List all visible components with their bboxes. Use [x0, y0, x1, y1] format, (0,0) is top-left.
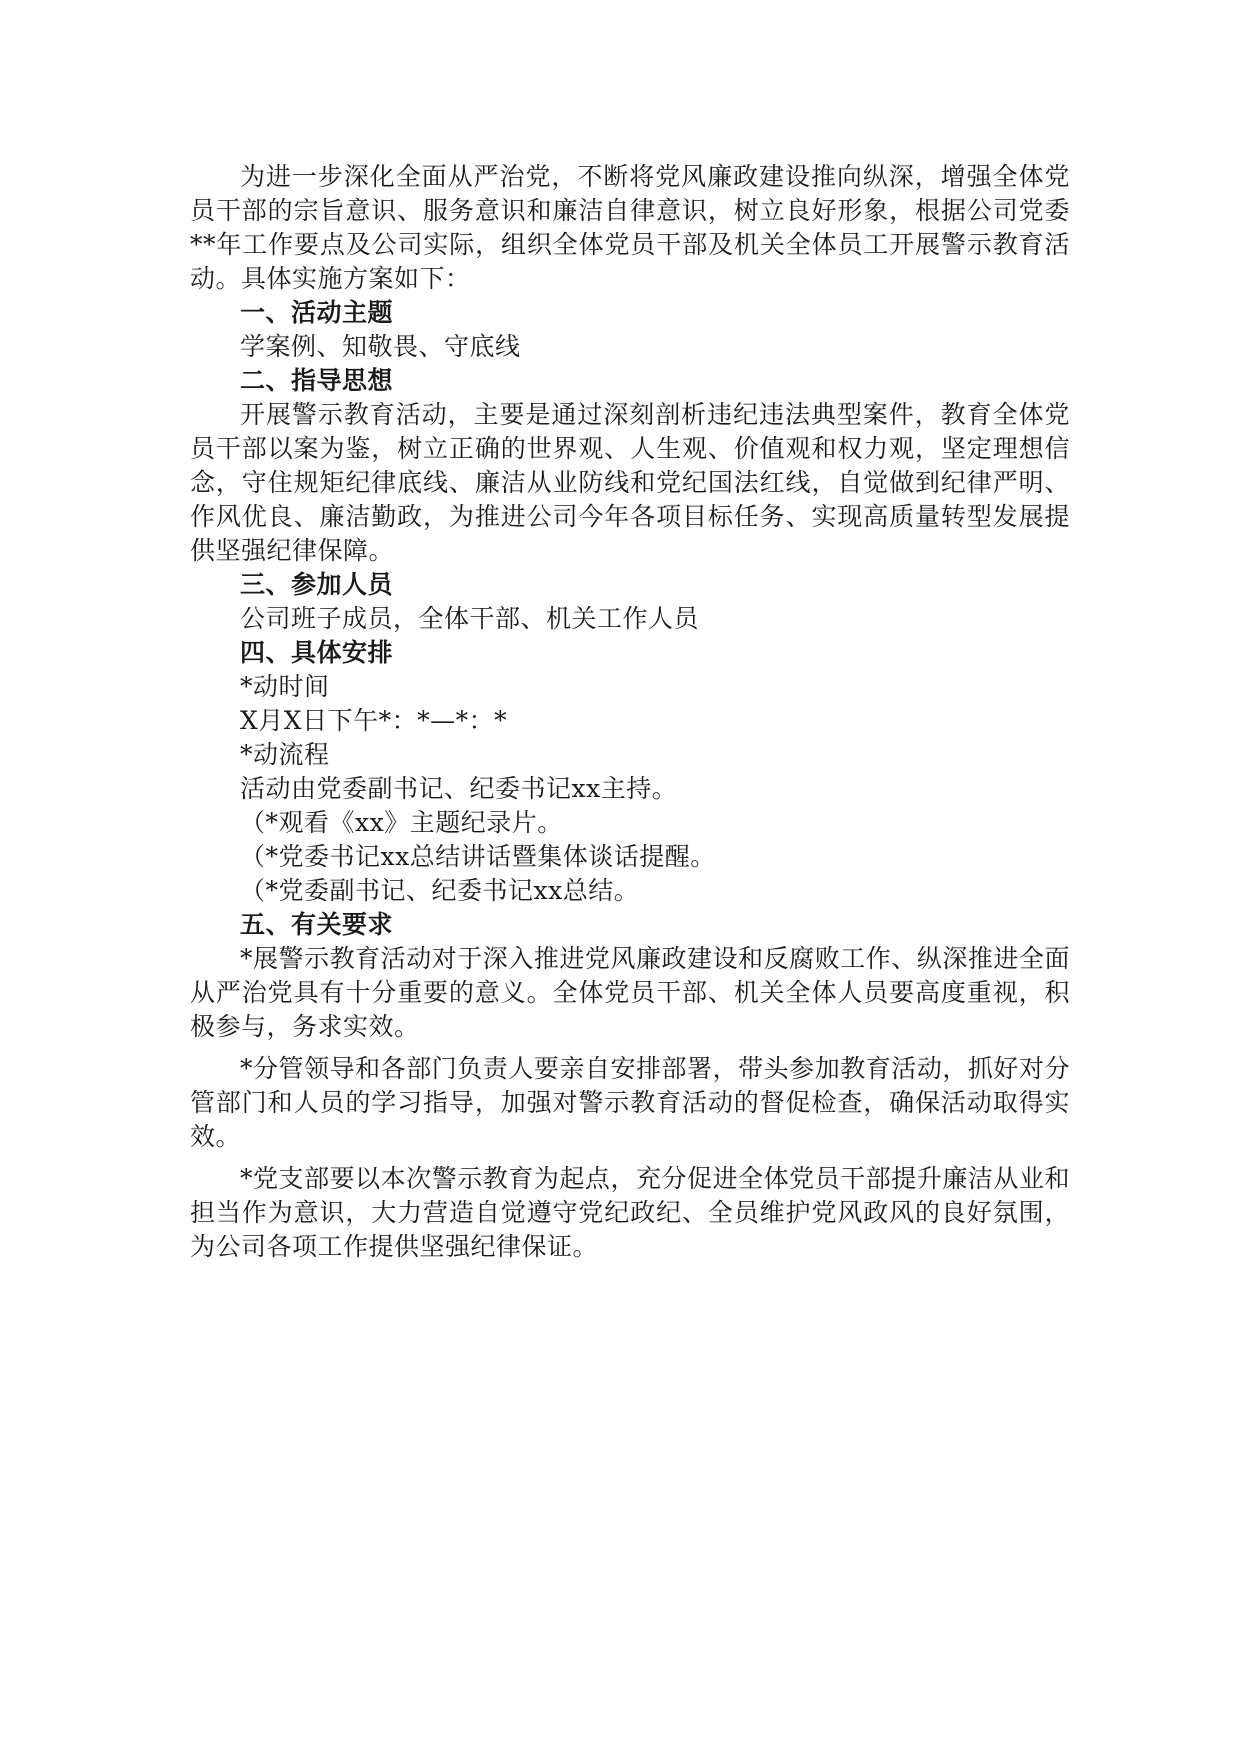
section-text-participants: 公司班子成员，全体干部、机关工作人员: [240, 604, 700, 633]
arrangement-line: *动流程: [240, 740, 330, 769]
arrangement-line: （*党委书记xx总结讲话暨集体谈话提醒。: [240, 842, 716, 871]
arrangement-line: X月X日下午*：*—*：*: [240, 706, 508, 735]
section-heading-requirements: 五、有关要求: [240, 910, 394, 939]
document-body: [190, 160, 1070, 1264]
section-heading-participants: 三、参加人员: [240, 570, 394, 599]
section-text-guiding-idea: 开展警示教育活动，主要是通过深刻剖析违纪违法典型案件，教育全体党员干部以案为鉴，树立正确的世界观、人生观、价值观和权力观，坚定理想信念，守住规矩纪律底线、廉洁从业防线和党纪国法红线，自觉做到纪律严明、作风优良、廉洁勤政，为推进公司今年各项目标任务、实现高质量转型发展提供坚强纪律保障。: [190, 400, 1070, 565]
arrangement-line: （*党委副书记、纪委书记xx总结。: [240, 876, 640, 905]
section-heading-theme: 一、活动主题: [240, 298, 394, 327]
requirement-paragraph: *党支部要以本次警示教育为起点，充分促进全体党员干部提升廉洁从业和担当作为意识，大力营造自觉遵守党纪政纪、全员维护党风政风的良好氛围，为公司各项工作提供坚强纪律保证。: [190, 1164, 1070, 1261]
requirement-paragraph: *展警示教育活动对于深入推进党风廉政建设和反腐败工作、纵深推进全面从严治党具有十分重要的意义。全体党员干部、机关全体人员要高度重视，积极参与，务求实效。: [190, 944, 1070, 1041]
requirement-paragraph: *分管领导和各部门负责人要亲自安排部署，带头参加教育活动，抓好对分管部门和人员的学习指导，加强对警示教育活动的督促检查，确保活动取得实效。: [190, 1054, 1070, 1151]
arrangement-line: 活动由党委副书记、纪委书记xx主持。: [240, 774, 678, 803]
intro-paragraph: 为进一步深化全面从严治党，不断将党风廉政建设推向纵深，增强全体党员干部的宗旨意识、服务意识和廉洁自律意识，树立良好形象，根据公司党委**年工作要点及公司实际，组织全体党员干部及机关全体员工开展警示教育活动。具体实施方案如下：: [190, 162, 1070, 293]
arrangement-line: （*观看《xx》主题纪录片。: [240, 808, 563, 837]
section-heading-arrangement: 四、具体安排: [240, 638, 394, 667]
section-text-theme: 学案例、知敬畏、守底线: [240, 332, 521, 361]
arrangement-line: *动时间: [240, 672, 330, 701]
section-heading-guiding-idea: 二、指导思想: [240, 366, 394, 395]
